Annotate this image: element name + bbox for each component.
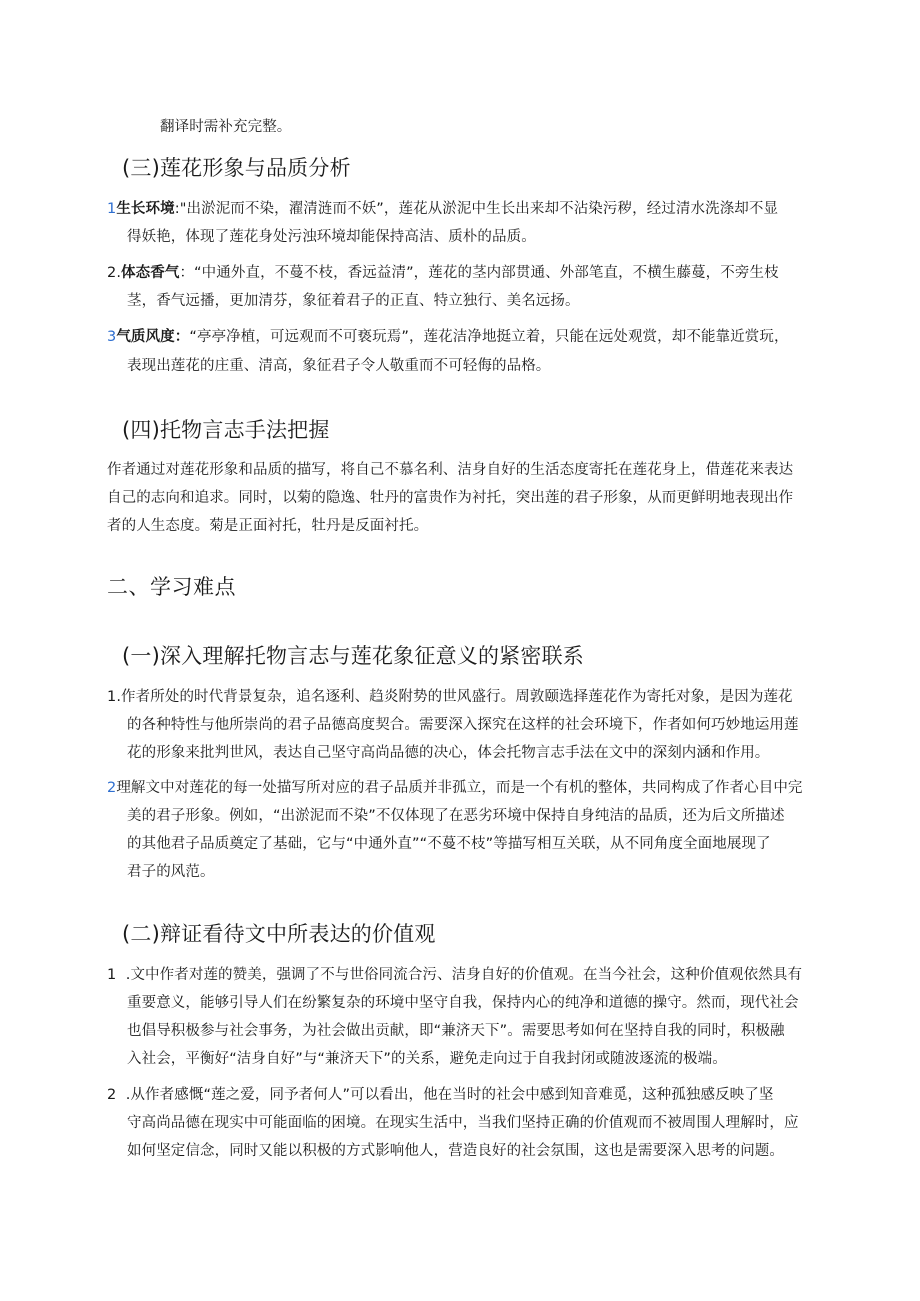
paragraph-line: 作者通过对莲花形象和品质的描写，将自己不慕名利、洁身自好的生活态度寄托在莲花身上，借莲花来表达 xyxy=(107,462,794,478)
list-text: ：“中通外直，不蔓不枝，香远益清”，莲花的茎内部贯通、外部笔直，不横生藤蔓，不旁生枝 xyxy=(179,265,779,281)
list-text: 花的形象来批判世风，表达自己坚守高尚品德的决心，体会托物言志手法在文中的深刻内涵和作用。 xyxy=(127,745,770,761)
list-number: 1. xyxy=(107,689,122,705)
section-heading-d2: (二)辩证看待文中所表达的价值观 xyxy=(122,922,436,946)
list-label: 气质风度： xyxy=(116,329,190,345)
list-item xyxy=(107,327,789,347)
list-text: 重要意义，能够引导人们在纷繁复杂的环境中坚守自我，保持内心的纯净和道德的操守。然而，现代社会 xyxy=(127,995,799,1011)
section-heading-d1: (一)深入理解托物言志与莲花象征意义的紧密联系 xyxy=(122,644,584,668)
list-number: 2 xyxy=(107,780,117,796)
list-number: 2. xyxy=(107,265,122,281)
list-label: 体态香气 xyxy=(121,265,180,281)
list-text: 守高尚品德在现实中可能面临的困境。在现实生活中，当我们坚持正确的价值观而不被周围人理解时，应 xyxy=(127,1115,799,1131)
section-heading-3: (三)莲花形象与品质分析 xyxy=(122,156,351,180)
section-heading-4: (四)托物言志手法把握 xyxy=(122,418,330,442)
list-text: 的各种特性与他所崇尚的君子品德高度契合。需要深入探究在这样的社会环境下，作者如何巧妙地运用莲 xyxy=(127,717,799,733)
list-item xyxy=(107,199,778,219)
list-text: .文中作者对莲的赞美，强调了不与世俗同流合污、洁身自好的价值观。在当今社会，这种价值观依然具有 xyxy=(125,967,803,983)
list-label: 生长环境 xyxy=(116,201,175,217)
paragraph-line: 者的人生态度。菊是正面衬托，牡丹是反面衬托。 xyxy=(107,518,429,534)
intro-line: 翻译时需补充完整。 xyxy=(160,119,292,135)
list-item xyxy=(107,263,779,283)
list-text: 美的君子形象。例如，“出淤泥而不染”不仅体现了在恶劣环境中保持自身纯洁的品质，还为后文所描述 xyxy=(127,808,785,824)
list-text: .从作者感慨“莲之爱，同予者何人”可以看出，他在当时的社会中感到知音难觅，这种孤独感反映了坚 xyxy=(125,1087,774,1103)
list-text: “亭亭净植，可远观而不可亵玩焉”，莲花洁净地挺立着，只能在远处观赏，却不能靠近赏玩， xyxy=(189,329,789,345)
part-heading: 二、学习难点 xyxy=(107,575,236,599)
list-item xyxy=(107,965,802,985)
list-number: 2 xyxy=(107,1087,117,1103)
list-text: 表现出莲花的庄重、清高，象征君子令人敬重而不可轻侮的品格。 xyxy=(127,358,551,374)
list-number: 3 xyxy=(107,329,117,345)
list-item xyxy=(107,778,803,798)
list-item xyxy=(107,1085,773,1105)
list-text: 作者所处的时代背景复杂，追名逐利、趋炎附势的世风盛行。周敦颐选择莲花作为寄托对象，是因为莲花 xyxy=(121,689,793,705)
list-text: 也倡导积极参与社会事务，为社会做出贡献，即“兼济天下”。需要思考如何在坚持自我的同时，积极融 xyxy=(127,1023,785,1039)
list-text: 得妖艳，体现了莲花身处污浊环境却能保持高洁、质朴的品质。 xyxy=(127,229,536,245)
list-text: 入社会，平衡好“洁身自好”与“兼济天下”的关系，避免走向过于自我封闭或随波逐流的极端。 xyxy=(127,1051,727,1067)
list-item xyxy=(107,687,793,707)
list-text: 理解文中对莲花的每一处描写所对应的君子品质并非孤立，而是一个有机的整体，共同构成了作者心目中完 xyxy=(116,780,803,796)
list-text: 茎，香气远播，更加清芬，象征着君子的正直、特立独行、美名远扬。 xyxy=(127,293,580,309)
list-number: 1 xyxy=(107,967,117,983)
list-text: 的其他君子品质奠定了基础，它与“中通外直”“不蔓不枝”等描写相互关联，从不同角度全面地展现了 xyxy=(127,836,771,852)
list-number: 1 xyxy=(107,201,117,217)
list-text: :"出淤泥而不染，濯清涟而不妖”，莲花从淤泥中生长出来却不沾染污秽，经过清水洗涤却不显 xyxy=(174,201,779,217)
paragraph-line: 自己的志向和追求。同时，以菊的隐逸、牡丹的富贵作为衬托，突出莲的君子形象，从而更鲜明地表现出作 xyxy=(107,490,794,506)
list-text: 君子的风范。 xyxy=(127,864,215,880)
list-text: 如何坚定信念，同时又能以积极的方式影响他人，营造良好的社会氛围，这也是需要深入思考的问题。 xyxy=(127,1143,784,1159)
